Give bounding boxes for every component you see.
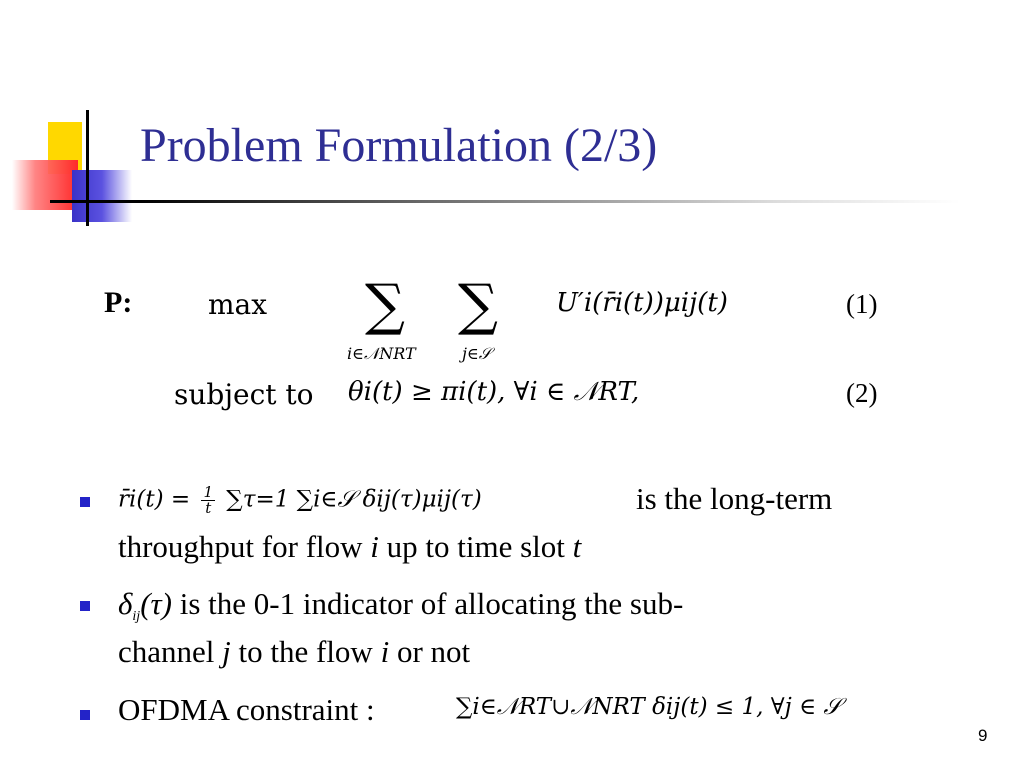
constraint-expression: θi(t) ≥ πi(t), ∀i ∈ 𝒩RT, bbox=[348, 377, 640, 407]
throughput-formula-lhs: r̄i(t) = bbox=[118, 486, 191, 513]
bullet-marker-1 bbox=[80, 497, 90, 507]
bullet-1-text-b-part1: throughput for flow bbox=[118, 529, 371, 564]
problem-label: P: bbox=[104, 286, 133, 319]
decor-vertical-line bbox=[86, 110, 89, 226]
bullet-1-text-b bbox=[118, 529, 581, 565]
ofdma-constraint-formula: ∑i∈𝒩RT∪𝒩NRT δij(t) ≤ 1, ∀j ∈ 𝒮 bbox=[456, 694, 842, 720]
fraction-numerator: 1 bbox=[203, 483, 213, 501]
summation-symbol-2: ∑ bbox=[458, 273, 498, 338]
bullet-marker-3 bbox=[80, 710, 90, 720]
bullet-1-var-i: i bbox=[370, 529, 379, 564]
bullet-1-text-b-part2: up to time slot bbox=[378, 529, 573, 564]
equation-number-1: (1) bbox=[846, 289, 878, 319]
bullet-2-var-i: i bbox=[380, 634, 390, 669]
fraction bbox=[201, 485, 215, 516]
fraction-denominator: t bbox=[205, 499, 212, 517]
page-number: 9 bbox=[978, 726, 988, 745]
summation-symbol-1: ∑ bbox=[365, 273, 405, 338]
throughput-formula-rhs: ∑τ=1 ∑i∈𝒮 δij(τ)μij(τ) bbox=[226, 486, 482, 513]
equation-number-2: (2) bbox=[846, 378, 878, 408]
sum2-subscript: j∈𝒮 bbox=[462, 344, 492, 363]
sum1-subscript: i∈𝒩NRT bbox=[347, 344, 416, 363]
subject-to-label: subject to bbox=[174, 378, 314, 411]
bullet-2-text-a bbox=[118, 586, 683, 625]
bullet-2-var-j: j bbox=[222, 634, 231, 669]
throughput-formula bbox=[118, 485, 482, 516]
bullet-2-text-b-part3: or not bbox=[389, 634, 471, 669]
max-operator: max bbox=[208, 288, 268, 321]
bullet-1-var-t: t bbox=[572, 529, 582, 564]
tau-argument: (τ) bbox=[140, 586, 172, 621]
objective-function: U′i(r̄i(t))μij(t) bbox=[556, 288, 728, 318]
slide-title: Problem Formulation (2/3) bbox=[140, 119, 658, 172]
bullet-2-text-b-part2: to the flow bbox=[230, 634, 381, 669]
bullet-2-text-b-part1: channel bbox=[118, 634, 223, 669]
bullet-3-text: OFDMA constraint : bbox=[118, 692, 375, 727]
bullet-2-text-a-rest: is the 0-1 indicator of allocating the sub- bbox=[171, 586, 684, 621]
decor-blue-square bbox=[72, 170, 132, 222]
title-underline bbox=[50, 200, 960, 203]
delta-subscript: ij bbox=[132, 609, 141, 624]
delta-symbol: δ bbox=[118, 586, 133, 621]
bullet-marker-2 bbox=[80, 601, 90, 611]
bullet-1-text-a: is the long-term bbox=[636, 481, 833, 516]
bullet-2-text-b bbox=[118, 634, 470, 670]
